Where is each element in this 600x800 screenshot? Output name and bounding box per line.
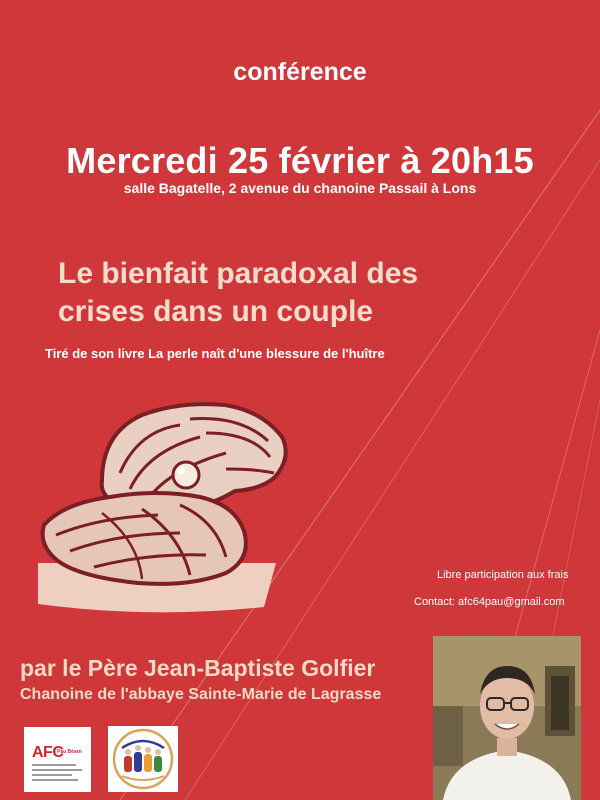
participation-note: Libre participation aux frais (437, 569, 569, 581)
book-reference: Tiré de son livre La perle naît d'une blessure de l'huître (45, 346, 385, 361)
contact-email: Contact: afc64pau@gmail.com (414, 596, 565, 608)
event-type: conférence (233, 58, 367, 86)
groupes-de-foyers-logo (108, 726, 178, 792)
pearl (173, 462, 199, 488)
event-date: Mercredi 25 février à 20h15 (66, 140, 534, 181)
talk-title (58, 255, 418, 331)
speaker-portrait (433, 636, 581, 800)
speaker-name: par le Père Jean-Baptiste Golfier (20, 655, 376, 681)
talk-title-line-1: Le bienfait paradoxal des (58, 257, 419, 290)
afc-logo (24, 727, 91, 792)
afc-logo-city: Pau Béarn (57, 749, 82, 755)
event-venue: salle Bagatelle, 2 avenue du chanoine Passail à Lons (123, 180, 477, 196)
afc-logo-mark: AFC (32, 744, 64, 761)
lower-shell (43, 493, 246, 584)
talk-title-line-2: crises dans un couple (58, 295, 374, 328)
speaker-role: Chanoine de l'abbaye Sainte-Marie de Lagrasse (20, 686, 382, 703)
oyster-illustration (30, 385, 330, 630)
afc-logo-tagline (32, 764, 84, 784)
